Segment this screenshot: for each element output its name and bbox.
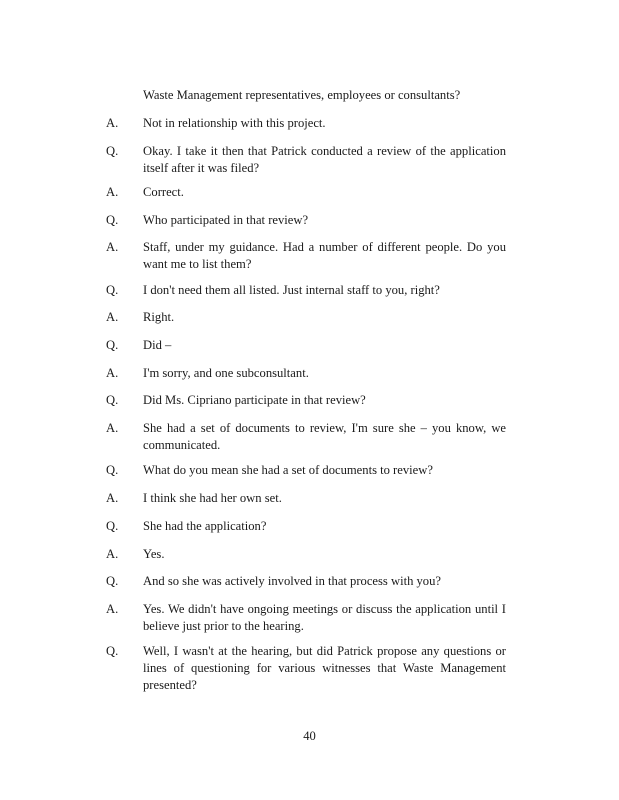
exchange-text: Okay. I take it then that Patrick conducted a review of the application itself after it was filed? [143,144,506,175]
speaker-label: A. [106,116,119,130]
speaker-label: Q. [106,213,119,227]
speaker-label: Q. [106,338,119,352]
speaker-label: Q. [106,644,119,658]
speaker-label: A. [106,421,119,435]
exchange-text: I don't need them all listed. Just internal staff to you, right? [143,283,440,297]
exchange-text: What do you mean she had a set of documents to review? [143,463,433,477]
speaker-label: Q. [106,393,119,407]
exchange-text: I think she had her own set. [143,491,282,505]
exchange-text: Not in relationship with this project. [143,116,326,130]
page-number: 40 [303,729,316,743]
speaker-label: A. [106,547,119,561]
exchange-text: Yes. We didn't have ongoing meetings or discuss the application until I believe just prior to the hearing. [143,602,506,633]
speaker-label: A. [106,310,119,324]
speaker-label: A. [106,602,119,616]
continuation-line: Waste Management representatives, employees or consultants? [143,88,461,102]
speaker-label: A. [106,185,119,199]
exchange-text: Did Ms. Cipriano participate in that review? [143,393,366,407]
speaker-label: A. [106,366,119,380]
exchange-text: And so she was actively involved in that process with you? [143,574,441,588]
speaker-label: Q. [106,519,119,533]
exchange-text: Did – [143,338,172,352]
speaker-label: Q. [106,574,119,588]
exchange-text: I'm sorry, and one subconsultant. [143,366,309,380]
speaker-label: A. [106,240,119,254]
exchange-text: Correct. [143,185,184,199]
speaker-label: Q. [106,283,119,297]
exchange-text: She had the application? [143,519,267,533]
exchange-text: Well, I wasn't at the hearing, but did Patrick propose any questions or lines of questioning for various witnesses that Waste Management presented? [143,644,506,692]
exchange-text: Yes. [143,547,165,561]
speaker-label: A. [106,491,119,505]
exchange-text: Right. [143,310,175,324]
exchange-text: Staff, under my guidance. Had a number of different people. Do you want me to list them? [143,240,506,271]
speaker-label: Q. [106,463,119,477]
exchange-text: She had a set of documents to review, I'm sure she – you know, we communicated. [143,421,506,452]
speaker-label: Q. [106,144,119,158]
exchange-text: Who participated in that review? [143,213,309,227]
